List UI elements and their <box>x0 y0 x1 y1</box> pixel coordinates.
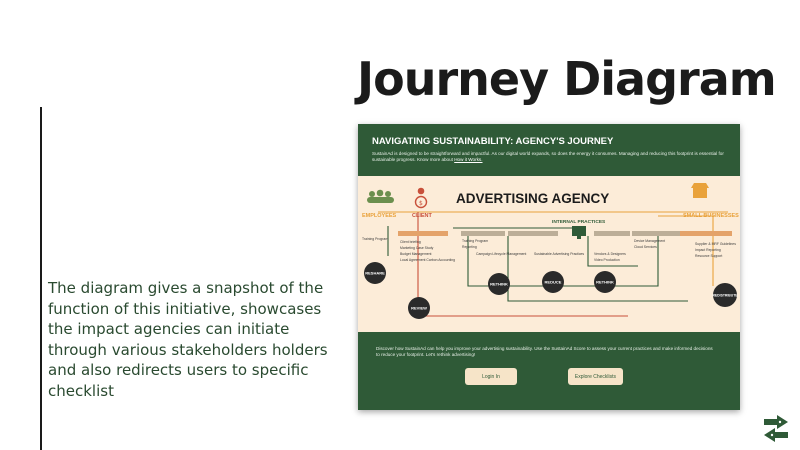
client-tag <box>398 231 448 236</box>
rethink-label-2: RETHINK <box>596 279 614 285</box>
flow-line-green-3 <box>508 236 688 301</box>
diagram-item: Impact Reporting <box>695 248 721 252</box>
client-icon <box>416 188 427 208</box>
footer-text: Discover how SustainAd can help you improve your advertising sustainability. Use the SustainAd Score to assess your current practices and make informed decisions to reduce your footprint. Let's rethink advertising! <box>376 346 713 357</box>
diagram-item: Training Program <box>362 237 389 241</box>
swap-arrows-icon[interactable] <box>759 410 793 444</box>
screenshot-subtitle <box>372 151 732 163</box>
diagram-item: Sustainable Advertising Practices <box>534 252 585 256</box>
diagram-item: Supplier & MRF Guidelines <box>695 242 736 246</box>
business-tag <box>680 231 732 236</box>
how-it-works-link[interactable]: How it Works. <box>454 157 483 162</box>
marketing-tag <box>508 231 558 236</box>
redistribute-label: REDISTRIBUTE <box>712 293 738 298</box>
screenshot-footer <box>358 332 740 410</box>
diagram-item: Vendors & Designers <box>594 252 626 256</box>
diagram-item: Training Program <box>462 239 489 243</box>
subtitle-text: SustainAd is designed to be straightforward and impactful. As our digital world expands, so does the energy it consumes. Managing and reducing this footprint is essential for sustainable progress. Know more about <box>372 151 724 162</box>
small-businesses-icon <box>691 183 709 198</box>
diagram-item: Client briefing <box>400 240 421 244</box>
employees-icon <box>367 190 394 203</box>
monitor-icon <box>572 226 586 239</box>
review-label: REVIEW <box>411 305 427 311</box>
diagram-item: Reporting <box>462 245 477 249</box>
training-tag <box>461 231 505 236</box>
diagram-item: Resource Support <box>695 254 723 258</box>
client-label: CLIENT <box>412 213 432 219</box>
slide-description: The diagram gives a snapshot of the function of this initiative, showcases the impact agencies can initiate through various stakeholders holders and also redirects users to specific checklist <box>48 279 328 400</box>
diagram-item: Cloud Services <box>634 245 657 249</box>
svg-text:$: $ <box>419 200 423 207</box>
login-button[interactable]: Login In <box>465 368 517 385</box>
reshare-label: RESHARE <box>365 270 385 276</box>
diagram-item: Video Production <box>594 258 620 262</box>
page-title: Journey Diagram <box>357 52 776 106</box>
screenshot-heading: NAVIGATING SUSTAINABILITY: AGENCY'S JOURNEY <box>372 136 614 147</box>
device-tag <box>632 231 682 236</box>
left-divider-line <box>40 107 42 450</box>
diagram-item: Device Management <box>634 239 666 243</box>
vendor-tag <box>594 231 630 236</box>
journey-screenshot <box>358 124 740 410</box>
diagram-item: Campaign Lifecycle Management <box>476 252 527 256</box>
reduce-label: REDUCE <box>544 279 562 285</box>
diagram-item: Local Agreement Carbon Accounting <box>400 258 456 262</box>
diagram-item: Budget Management <box>400 252 432 256</box>
employees-label: EMPLOYEES <box>362 213 397 219</box>
journey-diagram <box>358 176 740 332</box>
diagram-title: ADVERTISING AGENCY <box>456 191 610 206</box>
screenshot-header <box>358 124 740 176</box>
internal-practices-label: INTERNAL PRACTICES <box>552 220 606 225</box>
explore-checklists-button[interactable]: Explore Checklists <box>568 368 623 385</box>
diagram-item: Marketing Case Study <box>400 246 434 250</box>
rethink-label-1: RETHINK <box>490 281 508 287</box>
small-businesses-label: SMALL BUSINESSES <box>683 213 739 219</box>
